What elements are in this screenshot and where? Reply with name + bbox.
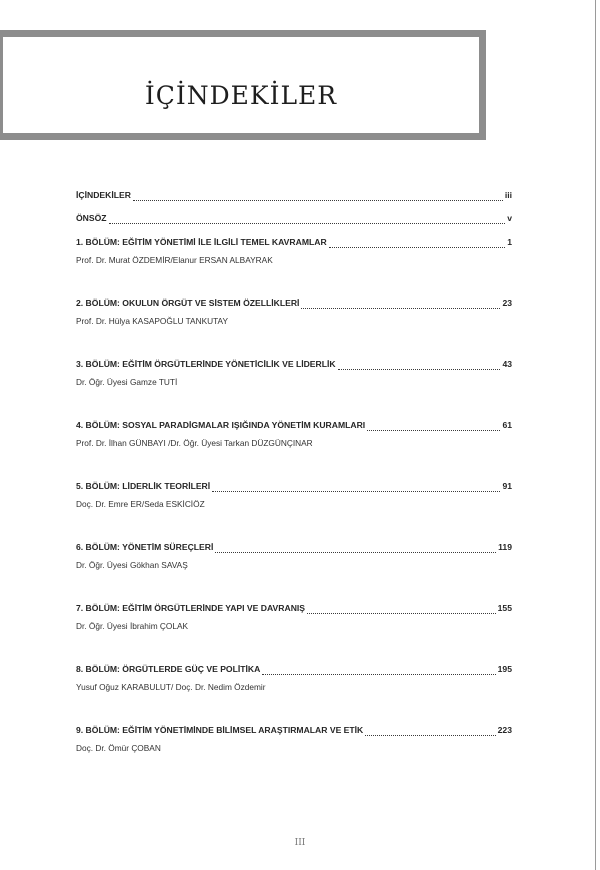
toc-entry-chapter-2[interactable] xyxy=(76,298,512,327)
toc-label: İÇİNDEKİLER xyxy=(76,190,131,200)
toc-entry-contents[interactable] xyxy=(76,190,512,201)
dot-leader xyxy=(365,727,495,736)
toc-author: Doç. Dr. Ömür ÇOBAN xyxy=(76,743,161,753)
toc-line xyxy=(76,664,512,675)
toc-author: Dr. Öğr. Üyesi Gamze TUTİ xyxy=(76,377,178,387)
toc-entry-chapter-6[interactable] xyxy=(76,542,512,571)
toc-label: 8. BÖLÜM: ÖRGÜTLERDE GÜÇ VE POLİTİKA xyxy=(76,664,261,674)
toc-page: 91 xyxy=(502,481,512,491)
toc-entry-chapter-7[interactable] xyxy=(76,603,512,632)
dot-leader xyxy=(338,361,501,370)
toc-author: Prof. Dr. İlhan GÜNBAYI /Dr. Öğr. Üyesi Tarkan DÜZGÜNÇINAR xyxy=(76,438,313,448)
toc-page: 61 xyxy=(502,420,512,430)
toc-author: Prof. Dr. Hülya KASAPOĞLU TANKUTAY xyxy=(76,316,228,326)
toc-line xyxy=(76,420,512,431)
toc-entry-chapter-1[interactable] xyxy=(76,237,512,266)
toc-label: ÖNSÖZ xyxy=(76,213,107,223)
toc-line xyxy=(76,359,512,370)
toc-entry-chapter-3[interactable] xyxy=(76,359,512,388)
dot-leader xyxy=(212,483,500,492)
toc-author: Dr. Öğr. Üyesi Gökhan SAVAŞ xyxy=(76,560,188,570)
toc-entry-chapter-4[interactable] xyxy=(76,420,512,449)
toc-label: 5. BÖLÜM: LİDERLİK TEORİLERİ xyxy=(76,481,211,491)
toc-line xyxy=(76,481,512,492)
title-frame xyxy=(0,30,486,140)
dot-leader xyxy=(262,666,495,675)
toc-label: 1. BÖLÜM: EĞİTİM YÖNETİMİ İLE İLGİLİ TEMEL KAVRAMLAR xyxy=(76,237,327,247)
toc-line xyxy=(76,298,512,309)
dot-leader xyxy=(367,422,500,431)
dot-leader xyxy=(109,215,506,224)
toc-label: 4. BÖLÜM: SOSYAL PARADİGMALAR IŞIĞINDA YÖNETİM KURAMLARI xyxy=(76,420,366,430)
toc-line xyxy=(76,237,512,248)
dot-leader xyxy=(133,192,503,201)
dot-leader xyxy=(301,300,500,309)
toc-entry-chapter-8[interactable] xyxy=(76,664,512,693)
toc-entry-chapter-5[interactable] xyxy=(76,481,512,510)
table-of-contents xyxy=(76,190,512,754)
toc-page: 119 xyxy=(498,542,512,552)
toc-author: Yusuf Oğuz KARABULUT/ Doç. Dr. Nedim Özdemir xyxy=(76,682,266,692)
toc-page: 23 xyxy=(502,298,512,308)
toc-page: 195 xyxy=(497,664,512,674)
toc-page: 223 xyxy=(497,725,512,735)
toc-author: Prof. Dr. Murat ÖZDEMİR/Elanur ERSAN ALBAYRAK xyxy=(76,255,273,265)
toc-label: 9. BÖLÜM: EĞİTİM YÖNETİMİNDE BİLİMSEL ARAŞTIRMALAR VE ETİK xyxy=(76,725,364,735)
toc-entry-preface[interactable] xyxy=(76,213,512,224)
page-number: III xyxy=(294,838,306,848)
page-title: İÇİNDEKİLER xyxy=(144,81,338,110)
toc-page: 1 xyxy=(507,237,512,247)
toc-page: 155 xyxy=(497,603,512,613)
toc-entry-chapter-9[interactable] xyxy=(76,725,512,754)
toc-page: v xyxy=(507,213,512,223)
dot-leader xyxy=(215,544,496,553)
toc-label: 2. BÖLÜM: OKULUN ÖRGÜT VE SİSTEM ÖZELLİKLERİ xyxy=(76,298,300,308)
toc-line xyxy=(76,213,512,224)
toc-label: 6. BÖLÜM: YÖNETİM SÜREÇLERİ xyxy=(76,542,214,552)
toc-line xyxy=(76,542,512,553)
toc-label: 3. BÖLÜM: EĞİTİM ÖRGÜTLERİNDE YÖNETİCİLİK VE LİDERLİK xyxy=(76,359,336,369)
toc-line xyxy=(76,725,512,736)
toc-label: 7. BÖLÜM: EĞİTİM ÖRGÜTLERİNDE YAPI VE DAVRANIŞ xyxy=(76,603,306,613)
toc-line xyxy=(76,190,512,201)
toc-page: iii xyxy=(504,190,512,200)
page-edge-line xyxy=(595,0,596,870)
toc-line xyxy=(76,603,512,614)
toc-author: Doç. Dr. Emre ER/Seda ESKİCİÖZ xyxy=(76,499,205,509)
dot-leader xyxy=(329,239,506,248)
dot-leader xyxy=(307,605,496,614)
toc-author: Dr. Öğr. Üyesi İbrahim ÇOLAK xyxy=(76,621,189,631)
toc-page: 43 xyxy=(502,359,512,369)
